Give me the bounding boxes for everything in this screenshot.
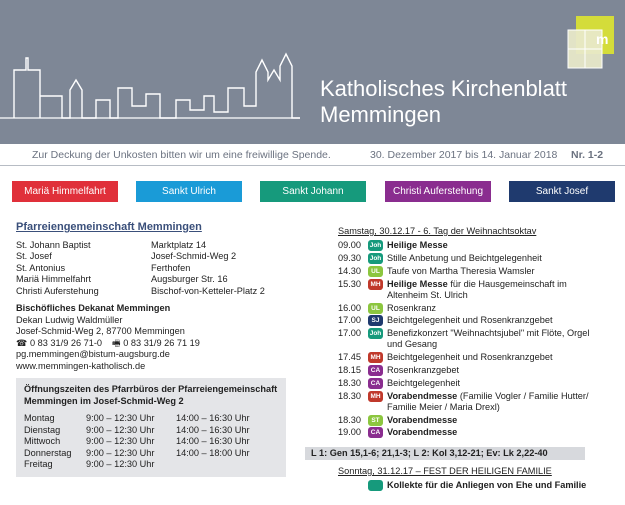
parish-badge: Joh bbox=[369, 330, 382, 338]
phone-number: ☎ 0 83 31/9 26 71-0 bbox=[16, 337, 103, 348]
parish-badge: CA bbox=[368, 365, 383, 376]
event-detail: für die Hausgemeinschaft im Altenheim St. Ulrich bbox=[387, 278, 567, 300]
list-item bbox=[305, 266, 605, 277]
collection-note: Kollekte für die Anliegen von Ehe und Familie bbox=[387, 479, 587, 490]
event-time: 09.30 bbox=[338, 253, 361, 263]
morning-hours: 9:00 – 12:30 Uhr bbox=[86, 459, 155, 469]
event-time: 18.30 bbox=[338, 377, 361, 388]
list-item bbox=[305, 415, 605, 426]
office-hours-heading: Öffnungszeiten des Pfarrbüros der Pfarreiengemeinschaft Memmingen im Josef-Schmid-Weg 2 bbox=[24, 384, 278, 406]
logo-letter: m bbox=[596, 31, 609, 47]
issue-number: Nr. 1-2 bbox=[571, 149, 604, 161]
list-item bbox=[305, 365, 605, 376]
newsletter-title bbox=[320, 76, 567, 128]
event-description bbox=[387, 391, 605, 413]
parish-badge: MH bbox=[368, 279, 383, 290]
tab-sankt-ulrich[interactable]: Sankt Ulrich bbox=[136, 181, 242, 202]
tab-sankt-josef[interactable]: Sankt Josef bbox=[509, 181, 615, 202]
event-detail: Benefizkonzert "Weihnachtsjubel" mit Flöte, Orgel und Gesang bbox=[387, 328, 590, 350]
event-time: 17.45 bbox=[338, 352, 361, 363]
morning-hours: 9:00 – 12:30 Uhr bbox=[86, 424, 155, 435]
dekanat-address: Josef-Schmid-Weg 2, 87700 Memmingen bbox=[16, 326, 185, 336]
email-link[interactable]: pg.memmingen@bistum-augsburg.de bbox=[16, 349, 170, 359]
event-detail: Rosenkranzgebet bbox=[387, 364, 460, 375]
morning-hours: 9:00 – 12:30 Uhr bbox=[86, 447, 155, 458]
event-detail: Beichtgelegenheit und Rosenkranzgebet bbox=[387, 315, 553, 326]
table-row bbox=[24, 413, 278, 425]
parish-badge bbox=[368, 480, 383, 491]
event-detail: Beichtgelegenheit bbox=[387, 377, 461, 388]
dean-name: Dekan Ludwig Waldmüller bbox=[16, 314, 123, 325]
event-time: 19.00 bbox=[338, 427, 361, 438]
parish-badge: SJ bbox=[368, 315, 383, 326]
event-time: 18.30 bbox=[338, 414, 361, 425]
dekanat-contact bbox=[16, 303, 288, 372]
tab-christi-auferstehung[interactable]: Christi Auferstehung bbox=[385, 181, 491, 202]
event-detail: Beichtgelegenheit und Rosenkranzgebet bbox=[387, 352, 553, 363]
list-item bbox=[305, 480, 605, 491]
event-detail: Stille Anbetung und Beichtgelegenheit bbox=[387, 253, 542, 263]
day-heading-saturday: Samstag, 30.12.17 - 6. Tag der Weihnachtsoktav bbox=[338, 226, 537, 236]
event-time: 18.15 bbox=[338, 364, 361, 375]
donation-note: Zur Deckung der Unkosten bitten wir um eine freiwillige Spende. bbox=[32, 149, 331, 161]
list-item bbox=[305, 315, 605, 326]
parish-badge: CA bbox=[368, 378, 383, 389]
title-line-2: Memmingen bbox=[320, 102, 442, 127]
contact-column bbox=[16, 222, 288, 477]
morning-hours: 9:00 – 12:30 Uhr bbox=[86, 413, 155, 423]
list-item bbox=[16, 240, 288, 252]
morning-hours: 9:00 – 12:30 Uhr bbox=[86, 436, 155, 446]
afternoon-hours: 14:00 – 16:30 Uhr bbox=[176, 436, 250, 446]
list-item bbox=[305, 391, 605, 413]
table-row bbox=[24, 436, 278, 448]
event-description bbox=[387, 378, 605, 389]
event-time: 09.00 bbox=[338, 240, 361, 251]
parish-list bbox=[16, 240, 288, 298]
parish-badge: UL bbox=[368, 303, 383, 314]
list-item bbox=[305, 328, 605, 350]
schedule-column bbox=[305, 226, 605, 493]
parish-badge: ST bbox=[368, 415, 383, 426]
office-hours-box bbox=[16, 378, 286, 477]
event-time: 16.00 bbox=[338, 302, 361, 313]
parish-badge: MH bbox=[368, 391, 383, 402]
table-row bbox=[24, 459, 278, 471]
diocese-logo bbox=[566, 14, 616, 70]
list-item bbox=[305, 378, 605, 389]
parish-name: St. Josef bbox=[16, 251, 52, 261]
weekday: Mittwoch bbox=[24, 436, 61, 446]
event-description bbox=[387, 303, 605, 314]
event-title: Heilige Messe bbox=[387, 240, 448, 251]
afternoon-hours: 14:00 – 18:00 Uhr bbox=[176, 447, 250, 458]
event-description bbox=[387, 365, 605, 376]
pfarreiengemeinschaft-heading: Pfarreiengemeinschaft Memmingen bbox=[16, 221, 202, 233]
list-item bbox=[305, 279, 605, 301]
tab-sankt-johann[interactable]: Sankt Johann bbox=[260, 181, 366, 202]
parish-tabs bbox=[12, 181, 616, 202]
list-item bbox=[16, 263, 288, 275]
event-title: Vorabendmesse bbox=[387, 390, 458, 401]
event-description bbox=[387, 328, 605, 350]
weekday: Freitag bbox=[24, 459, 53, 469]
parish-address: Ferthofen bbox=[151, 262, 191, 273]
parish-badge: Joh bbox=[369, 242, 382, 250]
weekday: Dienstag bbox=[24, 424, 61, 435]
event-time: 18.30 bbox=[338, 390, 361, 401]
phone-fax-line bbox=[16, 338, 288, 350]
issue-date-range: 30. Dezember 2017 bis 14. Januar 2018 bbox=[370, 149, 558, 161]
event-description bbox=[387, 352, 605, 363]
event-title: Vorabendmesse bbox=[387, 427, 458, 438]
event-detail: (Familie Vogler / Familie Hutter/ Familie Meier / Maria Drexl) bbox=[387, 390, 589, 412]
event-description bbox=[387, 240, 605, 251]
parish-name: Mariä Himmelfahrt bbox=[16, 274, 92, 284]
event-description bbox=[387, 253, 605, 264]
list-item bbox=[16, 286, 288, 298]
event-title: Vorabendmesse bbox=[387, 414, 458, 425]
afternoon-hours: 14:00 – 16:30 Uhr bbox=[176, 424, 250, 435]
event-list bbox=[305, 240, 605, 438]
event-description bbox=[387, 279, 605, 301]
parish-name: St. Antonius bbox=[16, 262, 66, 273]
event-description bbox=[387, 266, 605, 277]
event-description bbox=[387, 315, 605, 326]
list-item bbox=[16, 251, 288, 263]
tab-maria-himmelfahrt[interactable]: Mariä Himmelfahrt bbox=[12, 181, 118, 202]
parish-name: St. Johann Baptist bbox=[16, 239, 91, 250]
event-title: Heilige Messe bbox=[387, 278, 448, 289]
event-detail: Taufe von Martha Theresia Wamsler bbox=[387, 265, 535, 276]
masthead-banner bbox=[0, 0, 625, 144]
day-heading-sunday: Sonntag, 31.12.17 – FEST DER HEILIGEN FAMILIE bbox=[338, 465, 552, 476]
parish-badge: MH bbox=[368, 352, 383, 363]
parish-address: Marktplatz 14 bbox=[151, 239, 207, 250]
event-time: 17.00 bbox=[338, 328, 361, 339]
parish-address: Josef-Schmid-Weg 2 bbox=[151, 251, 237, 261]
weekday: Montag bbox=[24, 413, 55, 423]
parish-badge: UL bbox=[368, 266, 383, 277]
afternoon-hours: 14:00 – 16:30 Uhr bbox=[176, 413, 250, 423]
dekanat-heading: Bischöfliches Dekanat Memmingen bbox=[16, 303, 171, 313]
list-item bbox=[305, 240, 605, 251]
list-item bbox=[305, 352, 605, 363]
parish-address: Bischof-von-Ketteler-Platz 2 bbox=[151, 285, 265, 296]
fax-number: 🖷 0 83 31/9 26 71 19 bbox=[112, 337, 200, 348]
scripture-readings: L 1: Gen 15,1-6; 21,1-3; L 2: Kol 3,12-21; Ev: Lk 2,22-40 bbox=[305, 447, 585, 460]
event-time: 17.00 bbox=[338, 315, 361, 326]
website-link[interactable]: www.memmingen-katholisch.de bbox=[16, 360, 146, 371]
event-description bbox=[387, 415, 605, 426]
event-time: 15.30 bbox=[338, 278, 361, 289]
event-description bbox=[387, 427, 605, 438]
table-row bbox=[24, 448, 278, 460]
parish-name: Christi Auferstehung bbox=[16, 285, 99, 296]
title-line-1: Katholisches Kirchenblatt bbox=[320, 76, 568, 101]
parish-badge: Joh bbox=[369, 255, 382, 262]
list-item bbox=[16, 274, 288, 286]
event-detail: Rosenkranz bbox=[387, 302, 437, 313]
weekday: Donnerstag bbox=[24, 447, 72, 458]
list-item bbox=[305, 427, 605, 438]
list-item bbox=[305, 253, 605, 264]
parish-address: Augsburger Str. 16 bbox=[151, 274, 228, 284]
issue-info-bar bbox=[0, 144, 625, 166]
event-time: 14.30 bbox=[338, 265, 361, 276]
parish-badge: CA bbox=[368, 427, 383, 438]
table-row bbox=[24, 425, 278, 437]
list-item bbox=[305, 303, 605, 314]
